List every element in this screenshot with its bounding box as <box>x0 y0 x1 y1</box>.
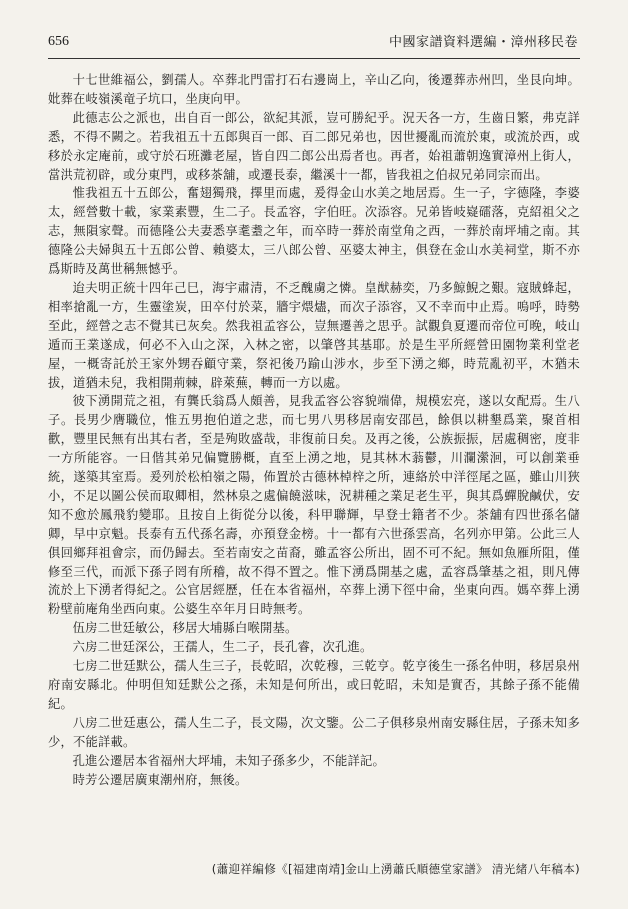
paragraph: 七房二世廷默公，孺人生三子，長乾昭，次乾穆，三乾亨。乾亨後生一孫名仲明，移居泉州府南安縣北。仲明但知廷默公之孫，未知是何所出，或曰乾昭，未知是實否，其餘子孫不能備紀。 <box>48 659 580 711</box>
paragraph: 惟我祖五十五郎公，奮翅獨飛，擇里而處，爰得金山水美之地居焉。生一子，字德隆，李婆太，經營數十載，家業素豐，生二子。長孟容，字伯旺。次添容。兄弟皆岐嶷礌落，克紹祖父之志，無隕家聲。而德隆公夫妻悉享耄耋之年，而卒時一葬於南堂角之西，一葬於南坪埔之南。其德隆公夫婦與五十五郎公曾、賴婆太，三八郎公曾、巫婆太神主，俱登在金山水美祠堂，斯不亦爲斯時及萬世稱無憾乎。 <box>48 186 580 277</box>
paragraph: 時芳公遷居廣東潮州府，無後。 <box>72 772 248 787</box>
paragraph: 迨夫明正統十四年己巳，海宇肅清，不乏醜虜之憐。皇猷赫奕，乃多鯨鯢之艱。寇賊蜂起，相率搶亂一方，生靈塗炭，田卒付於菜，牆宇煨燼，而次子添容，又不幸而中止焉。嗚呼，時勢至此，經營之志不覺其已灰矣。然我祖孟容公，豈無遷善之思乎。試觀負夏遷而帝位可晚，岐山遁而王業遂成，何必不入山之深，入林之密，以肇啓其基耶。於是生平所經營田園物業利堂老屋，一概寄託於王家外甥吞顧守業，祭祀後乃踰山涉水，步至下湧之鄉，時荒亂初平，木猶未拔，道猶未兒，我相開荊棘，辟萊蕪，轉而一方以處。 <box>48 280 580 390</box>
paragraph: 伍房二世廷敏公，移居大埔縣白喉開基。 <box>72 621 298 636</box>
source-citation: (蕭迎祥編修《[福建南靖]金山上湧蕭氏順德堂家譜》 清光緒八年稿本) <box>211 862 580 876</box>
page-number: 656 <box>48 34 69 49</box>
genealogy-text <box>48 71 580 789</box>
running-header <box>48 28 580 50</box>
paragraph: 十七世維福公，劉孺人。卒葬北門雷打石右邊崗上，辛山乙向，後遷葬赤州凹，坐艮向坤。妣葬在岐嶺溪竜子坑口，坐庚向甲。 <box>48 73 580 106</box>
book-title: 中國家譜資料選編・漳州移民卷 <box>388 35 578 50</box>
paragraph: 孔進公遷居本省福州大坪埔，未知子孫多少，不能詳記。 <box>72 753 386 768</box>
paragraph: 彼下湧開荒之祖，有龔氏翁爲人頗善，見我孟容公容貌端偉，規模宏亮，遂以女配焉。生八子。長男少膺職位，惟五男抱伯道之悲，而七男八男移居南安邵邑，餘俱以耕墾爲業，聚首相歡，豐里民無有出其右者，至是殉敗盛哉，非復前日矣。及再之後，公族振振，居處稠密，度非一方所能容。一日偕其弟兄偏覽勝概，直至上湧之地，見其林木蓊鬱，川瀾瀠洄，可以創業垂統，遂築其室焉。爰列於松柏嶺之陽，佈置於古德林棹梓之所，連絡於中洋徑尾之區，雖山川狹小，不足以圖公侯而取卿相，然林泉之處偏饒滋味，況耕種之業足老生平，與其爲蟬脫鹹伏，安知不愈於鳳飛豹變耶。且按自上街從分以後，科甲聯輝，早登士籍者不少。茶舖有四世孫名儲卿，早中京魁。長泰有五代孫名壽，亦預登金榜。十一都有六世孫雲高，名列亦甲第。公此三人俱回鄉拜祖會宗，而仍歸去。至若南安之苗裔，雖孟容公所出，固不可不紀。無如魚雁所阻，僅修至三代，而派下孫子罔有所稽，故不得不置之。惟下湧爲開基之處，孟容爲肇基之祖，則凡傳流於上下湧者得紀之。公官居經歷，任在本省福州，卒葬上湧下徑中侖，坐東向西。媽卒葬上湧粉壁前庵角坐西向東。公婆生卒年月日時無考。 <box>48 394 580 617</box>
paragraph: 此德志公之派也，出自百一郎公，欲紀其派，豈可勝紀乎。況天各一方，生齒日繁，弗克詳悉，不得不闕之。若我祖五十五郎與百一郎、百二郎兄弟也，因世擾亂而流於東，或流於西，或移於永定庵前，或守於石班灘老屋，皆自四二郎公出焉者也。再者，始祖蕭朝逸實漳州上街人，當洪荒初辟，或分東門，或移茶舖，或遷長泰，繼溪十一都，皆我祖之伯叔兄弟同宗而出。 <box>48 110 580 182</box>
header-rule <box>48 58 580 59</box>
paragraph: 八房二世廷惠公，孺人生二子，長文陽，次文鑒。公二子俱移泉州南安縣住居，子孫未知多少，不能詳載。 <box>48 715 580 749</box>
paragraph: 六房二世廷深公，王孺人，生二子，長孔睿，次孔進。 <box>72 640 373 655</box>
